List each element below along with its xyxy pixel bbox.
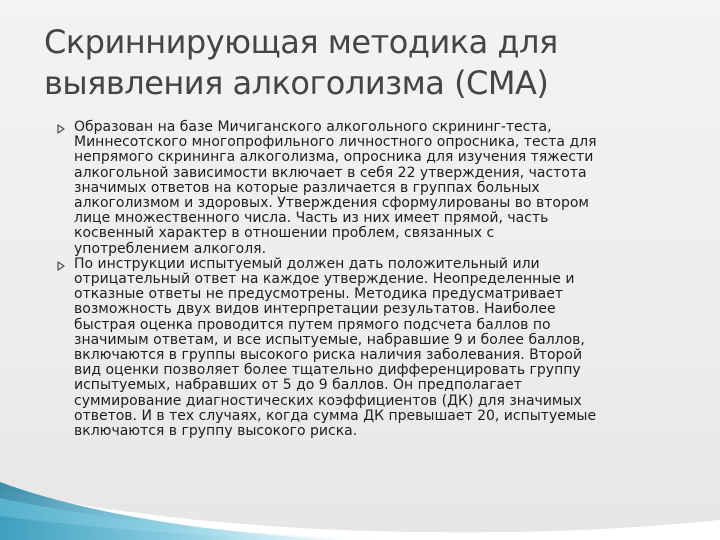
bullet-text [74,120,692,257]
text-line: алкоголизмом и здоровых. Утверждения сформулированы во втором [74,195,589,212]
text-line: значимых ответов на которые различается в группах больных [74,179,540,196]
text-line: включаются в группы высокого риска наличия заболевания. Второй [74,347,583,364]
triangle-right-icon [56,261,66,271]
text-line: косвенный характер в отношении проблем, связанных с [74,225,495,242]
text-line: лице множественного числа. Часть из них имеет прямой, часть [74,210,549,227]
text-line: испытуемых, набравших от 5 до 9 баллов. Он предполагает [74,377,522,394]
text-line: Миннесотского многопрофильного личностного опросника, теста для [74,134,597,151]
text-line: Образован на базе Мичиганского алкогольного скрининг-теста, [74,119,552,135]
text-line: алкогольной зависимости включает в себя 22 утверждения, частота [74,164,587,181]
bullet-item [52,257,692,439]
text-line: ответов. И в тех случаях, когда сумма ДК превышает 20, испытуемые [74,407,597,424]
slide-title [44,22,684,104]
text-line: возможность двух видов интерпретации результатов. Наиболее [74,301,556,318]
text-line: включаются в группу высокого риска. [74,423,358,440]
text-line: суммирование диагностических коэффициентов (ДК) для значимых [74,392,582,409]
text-line: отрицательный ответ на каждое утверждение. Неопределенные и [74,271,575,288]
text-line: употреблением алкоголя. [74,240,267,257]
bullet-item [52,120,692,257]
title-line-1: Скриннирующая методика для [44,23,558,61]
text-line: вид оценки позволяет более тщательно дифференцировать группу [74,362,581,379]
title-line-2: выявления алкоголизма (СМА) [44,64,549,102]
text-line: быстрая оценка проводится путем прямого подсчета баллов по [74,316,551,333]
triangle-right-icon [56,124,66,134]
text-line: отказные ответы не предусмотрены. Методика предусматривает [74,286,564,303]
bullet-text [74,257,692,439]
text-line: непрямого скрининга алкоголизма, опросника для изучения тяжести [74,149,594,166]
text-line: значимым ответам, и все испытуемые, набравшие 9 и более баллов, [74,331,585,348]
bullet-list [52,120,692,439]
text-line: По инструкции испытуемый должен дать положительный или [74,255,540,272]
